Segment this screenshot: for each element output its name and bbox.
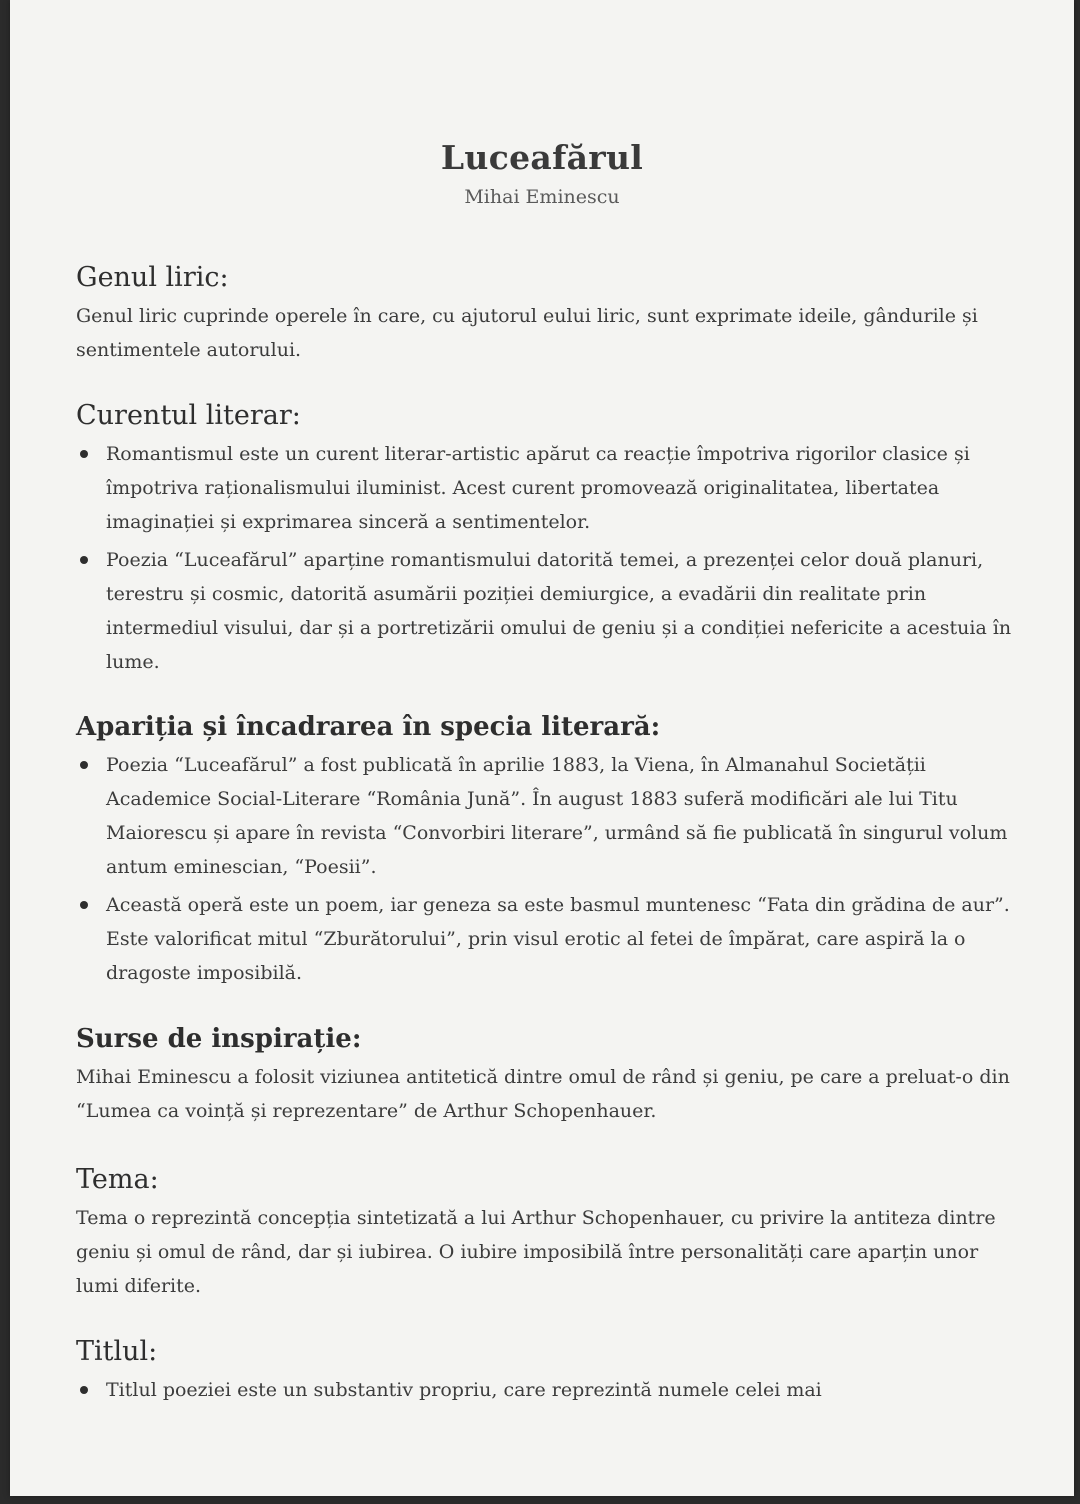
bullet-list	[76, 748, 1014, 990]
section-heading: Tema:	[76, 1164, 159, 1195]
list-item	[76, 1373, 1014, 1407]
list-item-text: Această operă este un poem, iar geneza sa este basmul muntenesc “Fata din grădina de aur”. Este valorificat mitul “Zburătorului”, prin visul erotic al fetei de împărat, care aspiră la o dragoste imposibilă.	[106, 894, 1010, 984]
bullet-list	[76, 437, 1014, 679]
section-heading: Titlul:	[76, 1336, 158, 1367]
bullet-icon	[80, 556, 88, 564]
section-tema	[76, 1164, 1014, 1303]
section-paragraph: Mihai Eminescu a folosit viziunea antitetică dintre omul de rând și geniu, pe care a preluat-o din “Lumea ca voință și reprezentare” de Arthur Schopenhauer.	[76, 1066, 1010, 1122]
list-item-text: Poezia “Luceafărul” aparține romantismului datorită temei, a prezenței celor două planuri, terestru și cosmic, datorită asumării poziției demiurgice, a evadării din realitate prin intermediul visului, dar și a portretizării omului de geniu și a condiției nefericite a acestuia în lume.	[106, 549, 1012, 673]
list-item	[76, 748, 1014, 884]
list-item-text: Titlul poeziei este un substantiv propriu, care reprezintă numele celei mai	[106, 1379, 822, 1401]
list-item	[76, 888, 1014, 990]
section-titlul	[76, 1336, 1014, 1411]
bullet-icon	[80, 450, 88, 458]
section-heading: Apariția și încadrarea în specia literară:	[76, 712, 661, 742]
bullet-icon	[80, 1386, 88, 1394]
bullet-icon	[80, 761, 88, 769]
section-paragraph: Genul liric cuprinde operele în care, cu ajutorul eului liric, sunt exprimate ideile, gândurile și sentimentele autorului.	[76, 305, 978, 361]
document-page	[10, 0, 1074, 1496]
section-aparitia	[76, 712, 1014, 994]
section-heading: Surse de inspirație:	[76, 1024, 362, 1054]
section-genul-liric	[76, 262, 1014, 367]
section-surse-inspiratie	[76, 1024, 1014, 1128]
document-author: Mihai Eminescu	[464, 186, 620, 208]
list-item-text: Poezia “Luceafărul” a fost publicată în aprilie 1883, la Viena, în Almanahul Societății Academice Social-Literare “România Jună”. În august 1883 suferă modificări ale lui Titu Maiorescu și apare în revista “Convorbiri literare”, urmând să fie publicată în singurul volum antum eminescian, “Poesii”.	[106, 754, 1008, 878]
section-curentul-literar	[76, 400, 1014, 683]
section-heading: Genul liric:	[76, 262, 229, 293]
list-item	[76, 437, 1014, 539]
list-item	[76, 543, 1014, 679]
list-item-text: Romantismul este un curent literar-artistic apărut ca reacție împotriva rigorilor clasice și împotriva raționalismului iluminist. Acest curent promovează originalitatea, libertatea imaginației și exprimarea sinceră a sentimentelor.	[106, 443, 970, 533]
section-heading: Curentul literar:	[76, 400, 301, 431]
bullet-list	[76, 1373, 1014, 1407]
section-paragraph: Tema o reprezintă concepția sintetizată a lui Arthur Schopenhauer, cu privire la antiteza dintre geniu și omul de rând, dar și iubirea. O iubire imposibilă între personalități care aparțin unor lumi diferite.	[76, 1207, 996, 1297]
document-title: Luceafărul	[440, 138, 644, 177]
bullet-icon	[80, 901, 88, 909]
